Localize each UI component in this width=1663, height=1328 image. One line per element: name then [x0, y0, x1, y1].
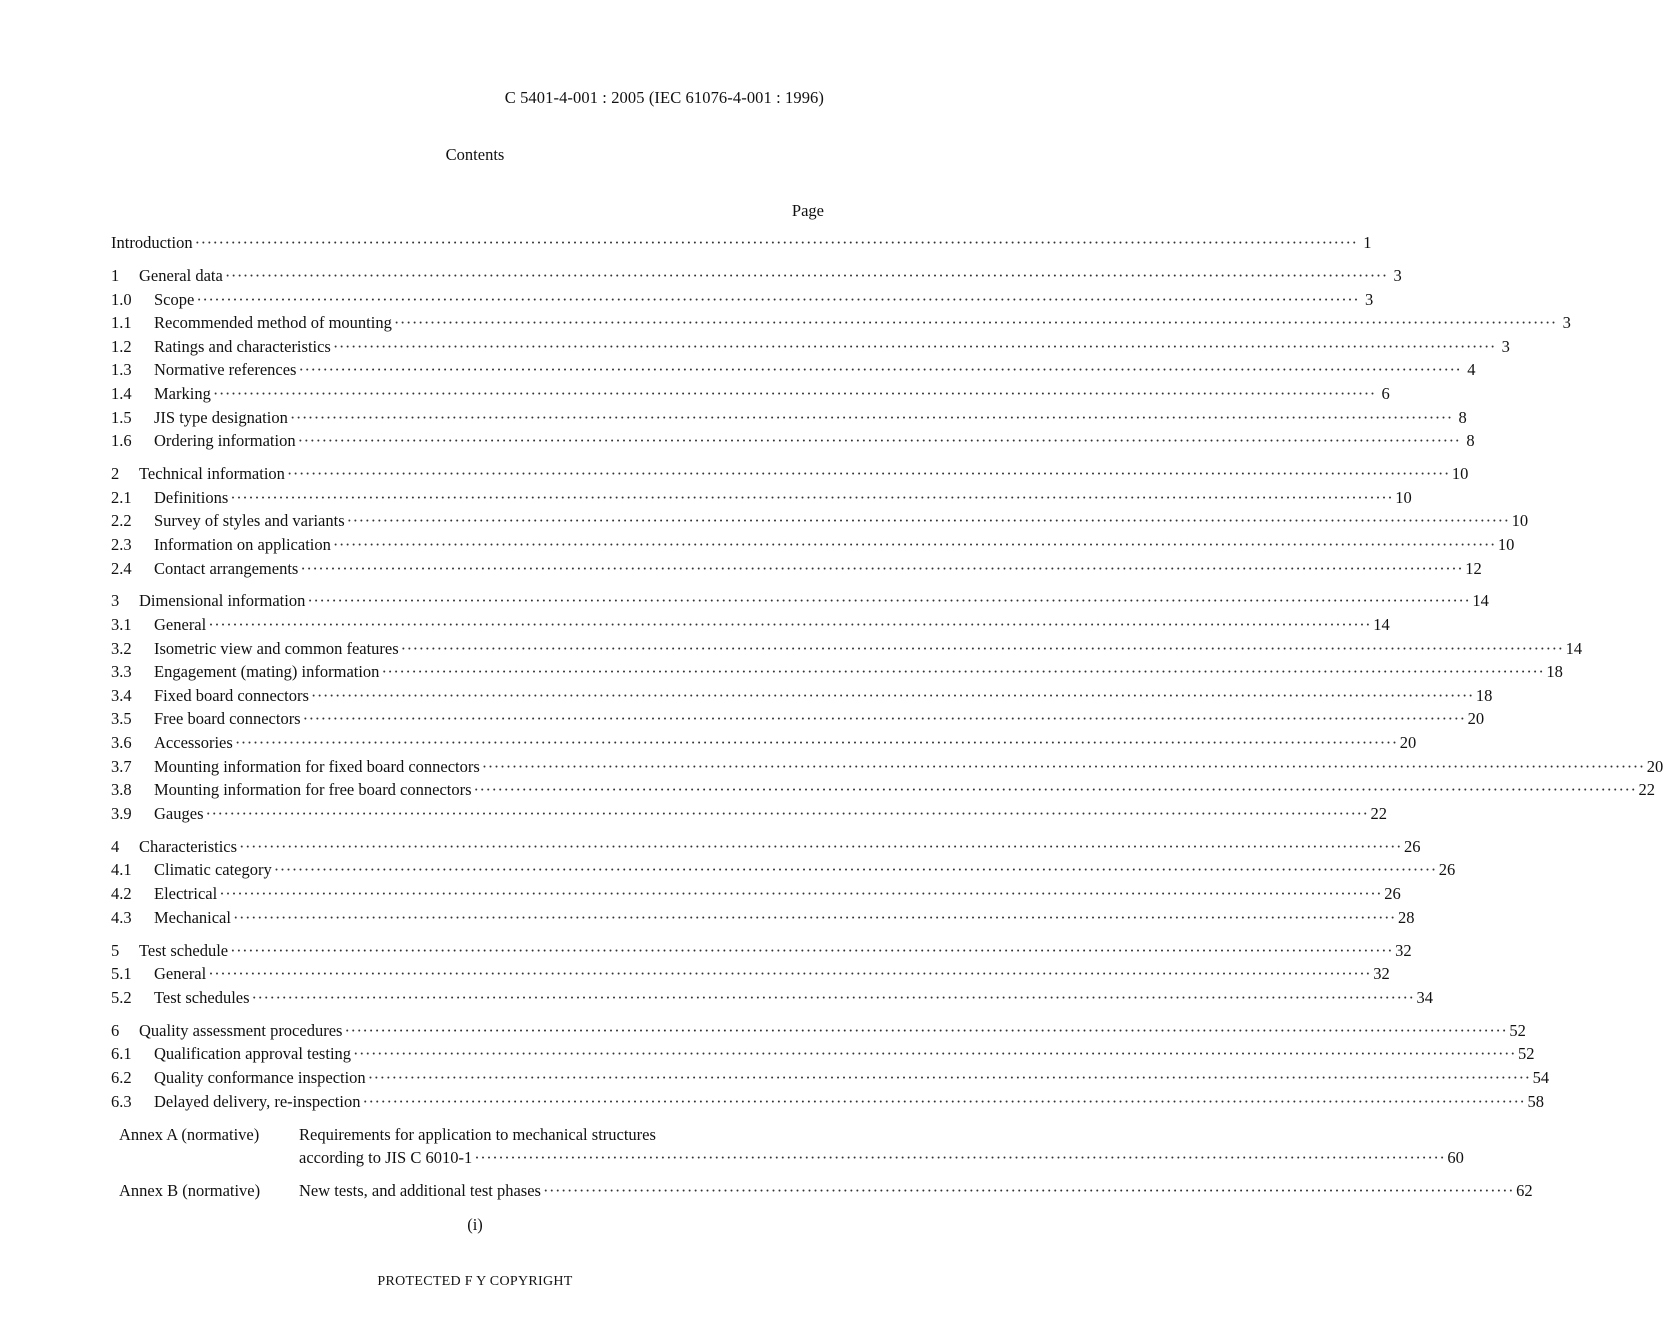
toc-entry-number: 1.5 — [111, 407, 132, 427]
toc-entry-page: 12 — [1465, 558, 1482, 578]
toc-entry-section-2-4[interactable] — [111, 558, 1482, 583]
toc-entry-number: 3.6 — [111, 733, 132, 753]
toc-entry-page: 14 — [1373, 615, 1390, 635]
dot-leader — [233, 908, 1396, 928]
section-gap — [111, 257, 808, 266]
toc-entry-page: 20 — [1399, 733, 1417, 753]
toc-entry-number: 1.2 — [111, 336, 132, 356]
toc-entry-section-5[interactable] — [111, 940, 1412, 965]
document-header: C 5401-4-001 : 2005 (IEC 61076-4-001 : 1996) — [504, 88, 824, 107]
toc-entry-page: 1 — [1363, 233, 1372, 252]
toc-entry-page: 20 — [1467, 709, 1485, 729]
toc-entry-number: 4.1 — [111, 860, 132, 880]
toc-annex-a[interactable] — [111, 1124, 1464, 1172]
toc-entry-section-3-1[interactable] — [111, 615, 1390, 639]
toc-entry-label: Gauges — [154, 803, 204, 823]
toc-entry-label: Mechanical — [154, 907, 231, 927]
toc-entry-section-6-3[interactable] — [111, 1091, 1544, 1116]
toc-entry-page: 3 — [1562, 313, 1571, 333]
toc-entry-section-6[interactable] — [111, 1020, 1526, 1045]
toc-entry-number: 1 — [111, 265, 120, 285]
toc-entry-number: 5.1 — [111, 964, 132, 984]
toc-entry-label: Accessories — [154, 733, 233, 753]
dot-leader — [290, 408, 1453, 428]
dot-leader — [543, 1181, 1514, 1201]
toc-entry-number: 3.3 — [111, 662, 132, 682]
toc-entry-number: 4 — [111, 836, 120, 856]
toc-entry-number: 6.2 — [111, 1067, 132, 1087]
dot-leader — [239, 837, 1402, 857]
toc-entry-page: 22 — [1638, 780, 1655, 800]
toc-entry-label: Qualification approval testing — [154, 1044, 352, 1064]
toc-entry-label: General data — [139, 265, 223, 285]
dot-leader — [205, 804, 1368, 824]
annex-name: Annex B (normative) — [119, 1181, 261, 1201]
toc-entry-label: Electrical — [154, 884, 218, 903]
toc-entry-page: 6 — [1381, 383, 1390, 403]
toc-entry-label: Technical information — [139, 464, 285, 484]
toc-entry-number: 2.4 — [111, 558, 132, 578]
section-gap — [111, 582, 808, 591]
annex-title-line — [299, 1181, 1533, 1205]
toc-entry-section-3-6[interactable] — [111, 733, 1417, 757]
toc-entry-section-3-3[interactable] — [111, 662, 1563, 686]
dot-leader — [195, 233, 1358, 253]
toc-entry-section-1-4[interactable] — [111, 383, 1390, 408]
annex-title-continuation: according to JIS C 6010-1 — [299, 1148, 473, 1168]
dot-leader — [381, 662, 1544, 682]
toc-entry-label: Contact arrangements — [154, 558, 299, 578]
annex-title: New tests, and additional test phases — [299, 1181, 541, 1201]
toc-entry-page: 20 — [1646, 756, 1663, 776]
toc-entry-number: 6.1 — [111, 1044, 132, 1064]
dot-leader — [344, 1021, 1507, 1041]
toc-entry-label: Recommended method of mounting — [154, 313, 392, 333]
toc-entry-label: Test schedules — [154, 987, 250, 1007]
toc-entry-number: 6.3 — [111, 1091, 132, 1111]
toc-entry-number: 4.3 — [111, 907, 132, 927]
dot-leader — [474, 1148, 1445, 1168]
toc-entry-label: Definitions — [154, 487, 229, 507]
toc-entry-number: 5 — [111, 940, 120, 960]
dot-leader — [368, 1068, 1531, 1088]
toc-entry-page: 10 — [1451, 464, 1469, 484]
toc-entry-page: 60 — [1447, 1148, 1464, 1168]
toc-entry-label: Introduction — [111, 233, 193, 252]
toc-entry-label: Free board connectors — [154, 709, 301, 729]
dot-leader — [347, 511, 1510, 531]
toc-entry-label: Quality assessment procedures — [139, 1020, 343, 1040]
toc-annex-b[interactable] — [111, 1181, 1533, 1205]
annex-title-line — [299, 1148, 1464, 1172]
dot-leader — [208, 615, 1371, 635]
toc-entry-number: 2.3 — [111, 534, 132, 554]
toc-entry-number: 2.2 — [111, 511, 132, 531]
section-gap — [111, 1011, 808, 1020]
toc-entry-page: 26 — [1438, 860, 1456, 880]
toc-entry-section-3[interactable] — [111, 591, 1489, 615]
toc-entry-page: 10 — [1511, 511, 1529, 531]
toc-entry-label: Normative references — [154, 360, 297, 380]
dot-leader — [274, 860, 1437, 880]
toc-entry-section-1-0[interactable] — [111, 289, 1374, 314]
toc-entry-number: 4.2 — [111, 884, 132, 903]
toc-entry-page: 52 — [1509, 1020, 1526, 1040]
toc-entry-section-3-8[interactable] — [111, 780, 1655, 804]
annex-body — [299, 1181, 1533, 1205]
toc-entry-page: 58 — [1527, 1091, 1544, 1111]
toc-entry-section-5-1[interactable] — [111, 964, 1390, 988]
dot-leader — [401, 639, 1564, 659]
toc-entry-label: Climatic category — [154, 860, 272, 880]
dot-leader — [333, 337, 1496, 357]
dot-leader — [353, 1044, 1516, 1064]
dot-leader — [311, 686, 1474, 706]
annex-body — [299, 1125, 1464, 1172]
toc-entry-number: 3.8 — [111, 780, 132, 800]
toc-entry-section-2-1[interactable] — [111, 487, 1412, 512]
dot-leader — [287, 464, 1450, 484]
toc-entry-page: 32 — [1395, 940, 1412, 960]
dot-leader — [303, 709, 1466, 729]
toc-entry-page: 8 — [1466, 431, 1475, 451]
toc-entry-page: 18 — [1475, 685, 1493, 705]
toc-entry-page: 10 — [1497, 534, 1515, 554]
toc-entry-page: 3 — [1501, 336, 1510, 356]
toc-entry-section-3-7[interactable] — [111, 756, 1663, 781]
toc-entry-label: Engagement (mating) information — [154, 662, 380, 682]
toc-entry-section-2-3[interactable] — [111, 534, 1515, 559]
section-gap — [111, 1115, 808, 1124]
toc-entry-label: General — [154, 964, 207, 984]
toc-entry-section-4[interactable] — [111, 836, 1421, 861]
toc-entry-section-1-5[interactable] — [111, 407, 1467, 432]
toc-entry-page: 14 — [1565, 638, 1583, 658]
toc-entry-section-3-4[interactable] — [111, 685, 1493, 710]
toc-entry-label: Information on application — [154, 534, 331, 554]
toc-entry-page: 26 — [1384, 884, 1401, 903]
toc-entry-number: 3.5 — [111, 709, 132, 729]
toc-entry-page: 32 — [1373, 964, 1390, 984]
toc-entry-page: 18 — [1546, 662, 1563, 682]
toc-entry-page: 26 — [1404, 836, 1421, 856]
toc-entry-number: 2.1 — [111, 487, 132, 507]
toc-entry-label: Quality conformance inspection — [154, 1067, 366, 1087]
copyright-footer: PROTECTED F Y COPYRIGHT — [377, 1274, 573, 1289]
section-gap — [111, 931, 808, 940]
dot-leader — [252, 988, 1415, 1008]
toc-entry-label: Fixed board connectors — [154, 685, 309, 705]
toc-entry-number: 1.1 — [111, 313, 132, 333]
dot-leader — [196, 290, 1359, 310]
toc-entry-label: Dimensional information — [139, 591, 306, 611]
toc-entry-page: 52 — [1518, 1044, 1535, 1064]
toc-entry-section-6-2[interactable] — [111, 1067, 1550, 1092]
annex-title-line — [299, 1125, 1464, 1149]
toc-entry-number: 1.4 — [111, 383, 132, 403]
toc-entry-number: 5.2 — [111, 987, 132, 1007]
toc-entry-label: Ordering information — [154, 431, 296, 451]
dot-leader — [362, 1092, 1525, 1112]
dot-leader — [298, 360, 1461, 380]
section-gap — [111, 827, 808, 836]
toc-entry-section-1-2[interactable] — [111, 336, 1510, 361]
toc-entry-number: 3.7 — [111, 756, 132, 776]
toc-entry-label: Ratings and characteristics — [154, 336, 331, 356]
toc-entry-number: 3 — [111, 591, 120, 611]
dot-leader — [482, 757, 1645, 777]
annex-title: Requirements for application to mechanical structures — [299, 1124, 656, 1144]
dot-leader — [208, 964, 1371, 984]
dot-leader — [230, 941, 1393, 961]
toc-entry-number: 1.6 — [111, 431, 132, 451]
toc-entry-section-4-3[interactable] — [111, 907, 1415, 932]
toc-entry-label: JIS type designation — [154, 407, 288, 427]
toc-entry-introduction[interactable] — [111, 233, 1372, 257]
toc-entry-section-1-6[interactable] — [111, 431, 1475, 455]
toc-entry-section-3-2[interactable] — [111, 638, 1583, 663]
toc-entry-page: 3 — [1393, 265, 1402, 285]
toc-entry-page: 8 — [1458, 407, 1467, 427]
dot-leader — [235, 733, 1398, 753]
toc-entry-label: Characteristics — [139, 836, 238, 856]
toc-entry-number: 3.1 — [111, 615, 132, 635]
dot-leader — [298, 431, 1461, 451]
dot-leader — [230, 488, 1393, 508]
toc-entry-section-4-2[interactable] — [111, 884, 1401, 908]
dot-leader — [225, 266, 1388, 286]
toc-entry-section-2-2[interactable] — [111, 511, 1529, 535]
toc-entry-number: 3.9 — [111, 803, 132, 823]
dot-leader — [474, 780, 1637, 800]
toc-entry-section-4-1[interactable] — [111, 860, 1456, 884]
page-number: (i) — [467, 1215, 483, 1234]
toc-entry-number: 1.3 — [111, 360, 132, 380]
toc-entry-page: 10 — [1395, 487, 1412, 507]
dot-leader — [219, 884, 1382, 904]
toc-entry-label: Test schedule — [139, 940, 229, 960]
page-title: Contents — [445, 145, 505, 164]
annex-name: Annex A (normative) — [119, 1124, 260, 1144]
toc-entry-page: 3 — [1365, 289, 1374, 309]
toc-entry-page: 34 — [1416, 987, 1433, 1007]
section-gap — [111, 455, 808, 464]
section-gap — [111, 1172, 808, 1181]
toc-entry-section-6-1[interactable] — [111, 1044, 1535, 1068]
toc-entry-number: 3.2 — [111, 638, 132, 658]
dot-leader — [394, 313, 1557, 333]
toc-entry-section-3-9[interactable] — [111, 803, 1387, 828]
toc-entry-number: 2 — [111, 464, 120, 484]
toc-entry-label: Delayed delivery, re-inspection — [154, 1091, 361, 1111]
dot-leader — [307, 591, 1470, 611]
toc-entry-label: Mounting information for free board connectors — [154, 780, 472, 800]
table-of-contents — [111, 233, 1663, 1205]
dot-leader — [333, 535, 1496, 555]
page-column-label: Page — [791, 201, 824, 220]
toc-entry-label: Marking — [154, 383, 211, 403]
toc-entry-section-2[interactable] — [111, 464, 1469, 488]
toc-entry-page: 54 — [1532, 1067, 1550, 1087]
toc-entry-page: 28 — [1397, 907, 1415, 927]
toc-entry-label: Isometric view and common features — [154, 638, 399, 658]
toc-entry-number: 6 — [111, 1020, 120, 1040]
toc-entry-label: General — [154, 615, 207, 635]
toc-entry-page: 62 — [1516, 1181, 1533, 1201]
toc-entry-page: 22 — [1370, 803, 1387, 823]
toc-entry-label: Mounting information for fixed board connectors — [154, 756, 480, 776]
toc-entry-label: Survey of styles and variants — [154, 511, 345, 531]
toc-entry-section-1[interactable] — [111, 265, 1402, 290]
toc-entry-label: Scope — [154, 289, 195, 309]
toc-entry-number: 3.4 — [111, 685, 132, 705]
dot-leader — [213, 384, 1376, 404]
dot-leader — [300, 559, 1463, 579]
toc-entry-page: 4 — [1467, 360, 1476, 380]
toc-entry-section-1-1[interactable] — [111, 313, 1571, 337]
toc-entry-page: 14 — [1472, 591, 1489, 611]
toc-entry-section-3-5[interactable] — [111, 709, 1485, 733]
toc-entry-number: 1.0 — [111, 289, 132, 309]
toc-entry-section-1-3[interactable] — [111, 360, 1476, 384]
toc-entry-section-5-2[interactable] — [111, 987, 1433, 1012]
